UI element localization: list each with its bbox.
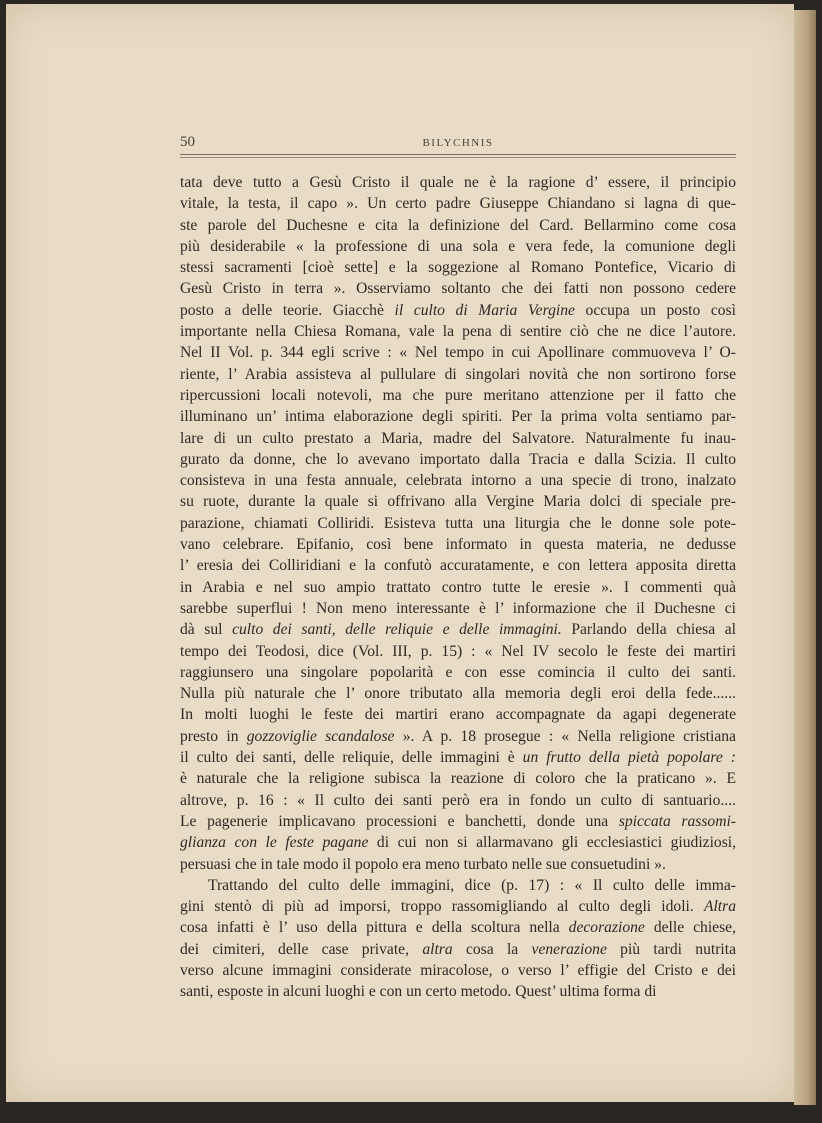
italic-text: decorazione — [568, 919, 645, 937]
italic-text: altra — [422, 940, 453, 958]
text-line — [180, 278, 736, 299]
text-line — [180, 981, 736, 1002]
text-segment: In molti luoghi le feste dei martiri erano accompagnate da agapi degenerate — [180, 706, 736, 724]
text-line — [180, 747, 736, 768]
text-segment: ste parole del Duchesne e cita la definizione del Card. Bellarmino come cosa — [180, 216, 736, 234]
text-line — [180, 917, 736, 938]
text-segment: il culto dei santi, delle reliquie, delle immagini è — [180, 749, 523, 767]
text-segment: delle chiese, — [644, 919, 736, 937]
text-segment: gurato da donne, che lo avevano importato dalla Tracia e dalla Scizia. Il culto — [180, 450, 736, 468]
text-segment: più tardi nutrita — [606, 940, 737, 958]
text-segment: parazione, chiamati Colliridi. Esisteva tutta una liturgia che le donne sole pote- — [180, 514, 736, 532]
text-segment: dà sul — [180, 621, 233, 639]
italic-text: culto dei santi, delle reliquie e delle immagini. — [232, 621, 562, 639]
text-line — [180, 854, 736, 875]
text-segment: santi, esposte in alcuni luoghi e con un certo metodo. Quest’ ultima forma di — [180, 983, 657, 1001]
page-header — [180, 134, 736, 156]
text-segment: dei cimiteri, delle case private, — [180, 940, 423, 958]
text-line — [180, 534, 736, 555]
text-line — [180, 193, 736, 214]
text-line — [180, 811, 736, 832]
text-segment: più desiderabile « la professione di una sola e vera fede, la comunione degli — [180, 237, 736, 255]
text-segment: occupa un posto così — [574, 301, 736, 319]
text-line — [180, 513, 736, 534]
text-segment: Le pagenerie implicavano processioni e banchetti, donde una — [180, 812, 619, 830]
text-line — [180, 726, 736, 747]
text-line — [180, 832, 736, 853]
body-text — [180, 172, 736, 1003]
italic-text: il culto di Maria Vergine — [394, 301, 575, 319]
text-segment: Nulla più naturale che l’ onore tributato alla memoria degli eroi della fede...... — [180, 685, 736, 703]
text-line — [180, 385, 736, 406]
text-segment: su ruote, durante la quale si offrivano alla Vergine Maria dolci di speciale pre- — [180, 493, 736, 511]
text-line — [180, 683, 736, 704]
text-line — [180, 406, 736, 427]
text-segment: persuasi che in tale modo il popolo era meno turbato nelle sue consuetudini ». — [180, 855, 666, 873]
text-segment: raggiunsero una singolare popolarità e con esse comincia il culto dei santi. — [180, 663, 736, 681]
text-segment: tata deve tutto a Gesù Cristo il quale ne è la ragione d’ essere, il principio — [180, 174, 736, 191]
text-segment: importante nella Chiesa Romana, vale la pena di sentire ciò che ne dice l’autore. — [180, 323, 736, 341]
running-title: BILYCHNIS — [422, 137, 494, 149]
text-segment: vano celebrare. Epifanio, così bene informato in questa materia, ne dedusse — [180, 536, 736, 554]
text-segment: sarebbe superflui ! Non meno interessante è l’ informazione che il Duchesne ci — [180, 599, 736, 617]
text-line — [180, 662, 736, 683]
text-segment: Trattando del culto delle immagini, dice (p. 17) : « Il culto delle imma- — [208, 876, 736, 894]
text-segment: tempo dei Teodosi, dice (Vol. III, p. 15) : « Nel IV secolo le feste dei martiri — [180, 642, 736, 660]
text-line — [180, 172, 736, 193]
page-number: 50 — [180, 134, 195, 150]
text-line — [180, 215, 736, 236]
text-segment: in Arabia e nel suo ampio trattato contro tutte le eresie ». I commenti quà — [180, 578, 736, 596]
page-edge — [794, 10, 816, 1105]
text-segment: consisteva in una festa annuale, celebrata intorno a una specie di trono, inalzato — [180, 472, 736, 490]
text-segment: gini stentò di più ad imporsi, troppo rassomigliando al culto degli idoli. — [180, 898, 704, 916]
italic-text: glianza con le feste pagane — [180, 834, 369, 852]
text-segment: Parlando della chiesa al — [561, 621, 736, 639]
text-segment: Gesù Cristo in terra ». Osserviamo soltanto che dei fatti non possono cedere — [180, 280, 736, 298]
text-segment: illuminano un’ intima elaborazione degli spiriti. Per la prima volta sentiamo par- — [180, 408, 736, 426]
text-segment: vitale, la testa, il capo ». Un certo padre Giuseppe Chiandano si lagna di que- — [180, 195, 736, 213]
text-line — [180, 428, 736, 449]
text-line — [180, 939, 736, 960]
text-line — [180, 704, 736, 725]
text-segment: cosa infatti è l’ uso della pittura e della scoltura nella — [180, 919, 569, 937]
text-segment: Nel II Vol. p. 344 egli scrive : « Nel tempo in cui Apollinare commuoveva l’ O- — [180, 344, 736, 362]
text-segment: presto in — [180, 727, 247, 745]
text-segment: verso alcune immagini considerate miracolose, o verso l’ effigie del Cristo e dei — [180, 961, 736, 979]
text-segment: l’ eresia dei Colliridiani e la confutò accuratamente, e con lettera apposita diretta — [180, 557, 736, 575]
text-segment: ripercussioni locali notevoli, ma che pure meritano attenzione per il fatto che — [180, 386, 736, 404]
text-segment: altrove, p. 16 : « Il culto dei santi però era in fondo un culto di santuario.... — [180, 791, 736, 809]
italic-text: venerazione — [531, 940, 607, 958]
text-line — [180, 236, 736, 257]
text-segment: lare di un culto prestato a Maria, madre del Salvatore. Naturalmente fu inau- — [180, 429, 736, 447]
header-rule-secondary — [180, 157, 736, 158]
text-line — [180, 321, 736, 342]
text-line — [180, 470, 736, 491]
text-segment: stessi sacramenti [cioè sette] e la soggezione al Romano Pontefice, Vicario di — [180, 259, 736, 277]
text-line — [180, 257, 736, 278]
text-line — [180, 960, 736, 981]
text-line — [180, 577, 736, 598]
text-line — [180, 768, 736, 789]
text-line — [180, 641, 736, 662]
text-segment: riente, l’ Arabia assisteva al pullulare di singolari novità che non sortirono forse — [180, 365, 736, 383]
italic-text: Altra — [703, 898, 736, 916]
text-segment: cosa la — [452, 940, 532, 958]
text-line — [180, 875, 736, 896]
text-segment: posto a delle teorie. Giacchè — [180, 301, 395, 319]
header-rule — [180, 154, 736, 155]
text-segment: è naturale che la religione subisca la reazione di coloro che la praticano ». E — [180, 770, 736, 788]
text-line — [180, 491, 736, 512]
text-line — [180, 364, 736, 385]
text-segment: di cui non si allarmavano gli ecclesiastici giudiziosi, — [368, 834, 736, 852]
italic-text: spiccata rassomi- — [618, 812, 736, 830]
text-line — [180, 300, 736, 321]
text-line — [180, 790, 736, 811]
text-line — [180, 619, 736, 640]
italic-text: gozzoviglie scandalose — [246, 727, 395, 745]
text-line — [180, 598, 736, 619]
text-line — [180, 896, 736, 917]
text-line — [180, 342, 736, 363]
text-line — [180, 449, 736, 470]
italic-text: un frutto della pietà popolare : — [522, 749, 736, 767]
text-line — [180, 555, 736, 576]
text-segment: ». A p. 18 prosegue : « Nella religione cristiana — [394, 727, 736, 745]
